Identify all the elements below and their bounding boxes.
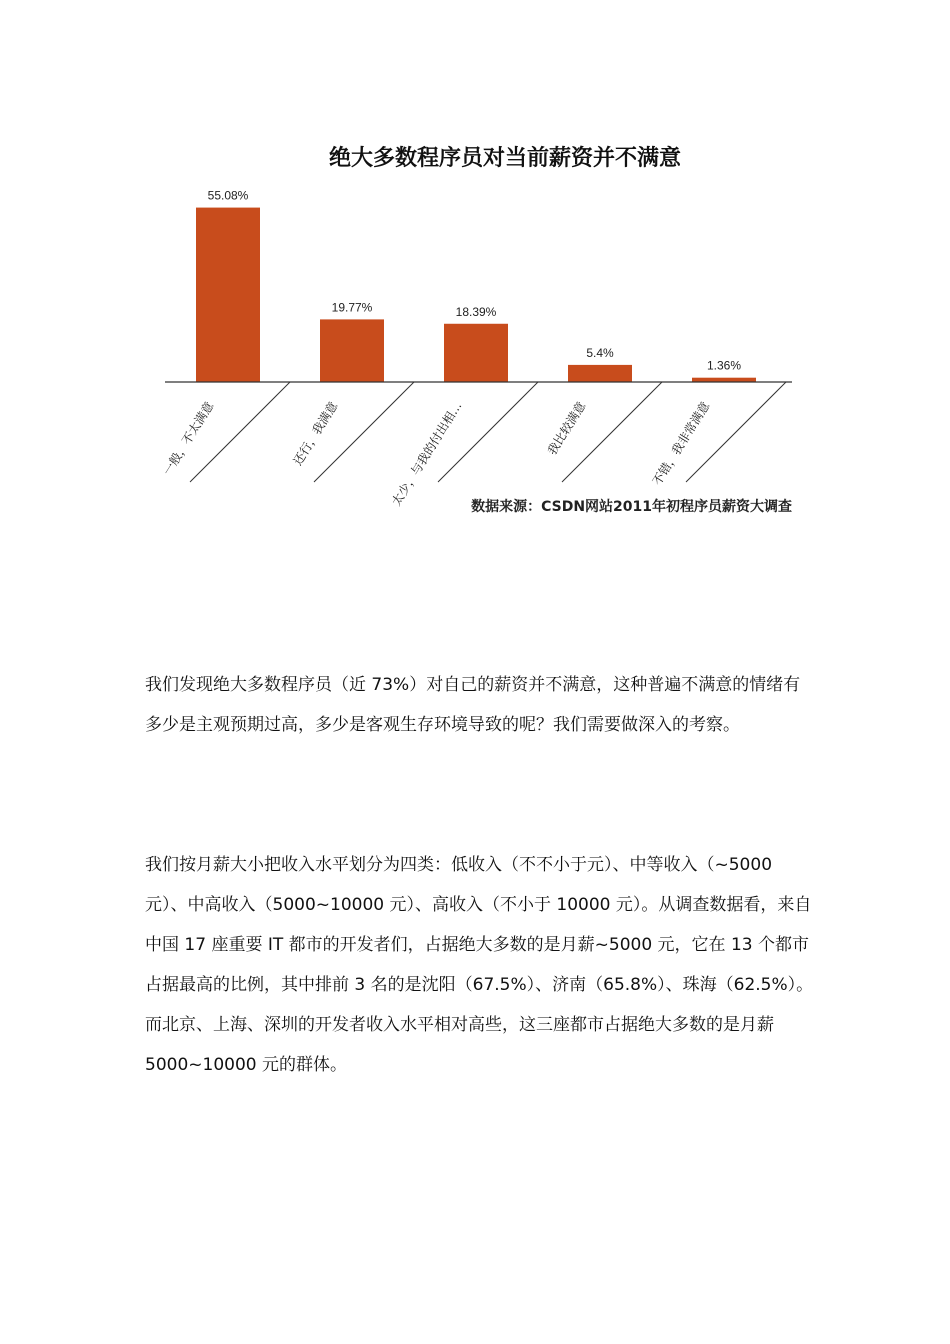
salary-satisfaction-figure	[120, 125, 820, 525]
bar-value-label-2: 18.39%	[455, 304, 497, 319]
category-label-0: 一般，不太满意	[160, 399, 217, 478]
bar-2	[444, 324, 508, 382]
chart-title: 绝大多数程序员对当前薪资并不满意	[328, 145, 682, 171]
category-label-2: 太少，与我的付出相…	[389, 399, 465, 509]
chart-source: 数据来源：CSDN网站2011年初程序员薪资大调查	[471, 499, 792, 515]
bar-value-label-4: 1.36%	[706, 358, 742, 373]
category-label-3: 我比较满意	[544, 399, 589, 458]
category-label-1: 还行，我满意	[290, 399, 341, 468]
bar-3	[568, 365, 632, 382]
bars-layer	[196, 189, 756, 382]
bar-1	[320, 319, 384, 382]
category-divider-4	[686, 382, 786, 482]
bar-chart	[120, 125, 820, 525]
paragraph-intro: 我们发现绝大多数程序员（近 73%）对自己的薪资并不满意，这种普遍不满意的情绪有多少是主观预期过高，多少是客观生存环境导致的呢？我们需要做深入的考察。	[145, 675, 801, 735]
paragraph-income-analysis: 我们按月薪大小把收入水平划分为四类：低收入（不不小于元）、中等收入（~5000 元）、中高收入（5000~10000 元）、高收入（不小于 10000 元）。从调查数据看，来自中国 17 座重要 IT 都市的开发者们，占据绝大多数的是月薪~5000 元，它在 13 个都市占据最高的比例，其中排前 3 名的是沈阳（67.5%）、济南（65.8%）、珠海（62.5%）。而北京、上海、深圳的开发者收入水平相对高些，这三座都市占据绝大多数的是月薪 5000~10000 元的群体。	[145, 855, 814, 1075]
category-divider-2	[438, 382, 538, 482]
bar-value-label-3: 5.4%	[586, 345, 614, 360]
category-divider-3	[562, 382, 662, 482]
bar-value-label-1: 19.77%	[331, 300, 373, 315]
bar-value-label-0: 55.08%	[207, 188, 249, 203]
category-divider-0	[190, 382, 290, 482]
bar-0	[196, 208, 260, 382]
category-label-4: 不错，我非常满意	[649, 399, 713, 489]
category-divider-1	[314, 382, 414, 482]
